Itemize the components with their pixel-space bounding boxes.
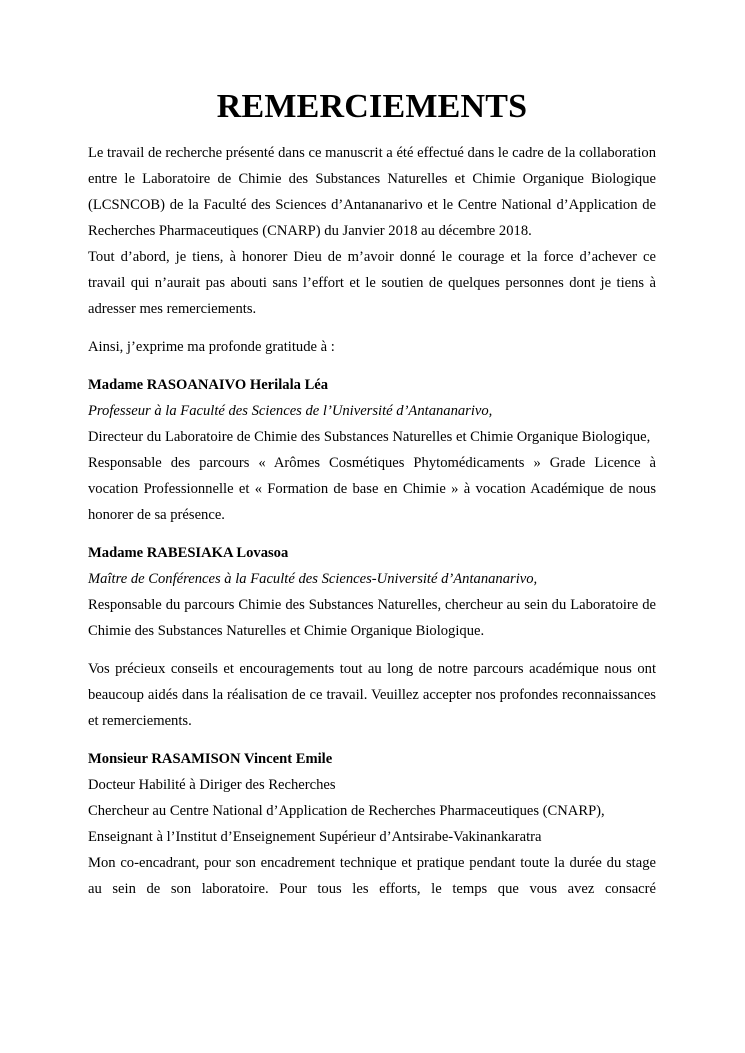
intro-paragraph: Le travail de recherche présenté dans ce manuscrit a été effectué dans le cadre de la collaboration entre le Laboratoire de Chimie des Substances Naturelles et Chimie Organique Biologique (LCSNCOB) de la Faculté des Sciences d’Antananarivo et le Centre National d’Application de Recherches Pharmaceutiques (CNARP) du Janvier 2018 au décembre 2018.: [88, 145, 656, 239]
page-title: REMERCIEMENTS: [216, 88, 528, 125]
person-title-rabesiaka: Maître de Conférences à la Faculté des Sciences-Université d’Antananarivo,: [88, 571, 538, 587]
person-role-rabesiaka: Responsable du parcours Chimie des Substances Naturelles, chercheur au sein du Laboratoire de Chimie des Substances Naturelles et Chimie Organique Biologique.: [88, 597, 656, 639]
person-name-rasoanaivo: Madame RASOANAIVO Herilala Léa: [88, 377, 329, 393]
thanks-paragraph: Vos précieux conseils et encouragements tout au long de notre parcours académique nous ont beaucoup aidés dans la réalisation de ce travail. Veuillez accepter nos profondes reconnaissances et remerciements.: [88, 661, 656, 729]
intro-paragraph-2: Tout d’abord, je tiens, à honorer Dieu de m’avoir donné le courage et la force d’achever ce travail qui n’aurait pas abouti sans l’effort et le soutien de quelques personnes dont je tiens à adresser mes remerciements.: [88, 249, 656, 317]
person-role-rasoanaivo-1: Directeur du Laboratoire de Chimie des Substances Naturelles et Chimie Organique Biologique,: [88, 429, 651, 445]
person-role-rasoanaivo-2: Responsable des parcours « Arômes Cosmétiques Phytomédicaments » Grade Licence à vocation Professionnelle et « Formation de base en Chimie » à vocation Académique de nous honorer de sa présence.: [88, 455, 656, 523]
gratitude-line: Ainsi, j’exprime ma profonde gratitude à :: [88, 339, 335, 355]
person-title-rasoanaivo: Professeur à la Faculté des Sciences de l’Université d’Antananarivo,: [88, 403, 493, 419]
person-name-rasamison: Monsieur RASAMISON Vincent Emile: [88, 751, 333, 767]
document-page: [88, 86, 656, 902]
person-line-rasamison-2: Chercheur au Centre National d’Application de Recherches Pharmaceutiques (CNARP),: [88, 803, 605, 819]
person-line-rasamison-1: Docteur Habilité à Diriger des Recherches: [88, 777, 336, 793]
person-name-rabesiaka: Madame RABESIAKA Lovasoa: [88, 545, 289, 561]
person-line-rasamison-3: Enseignant à l’Institut d’Enseignement Supérieur d’Antsirabe-Vakinankaratra: [88, 829, 542, 845]
person-paragraph-rasamison: Mon co-encadrant, pour son encadrement technique et pratique pendant toute la durée du stage au sein de son laboratoire. Pour tous les efforts, le temps que vous avez consacré: [88, 855, 656, 897]
